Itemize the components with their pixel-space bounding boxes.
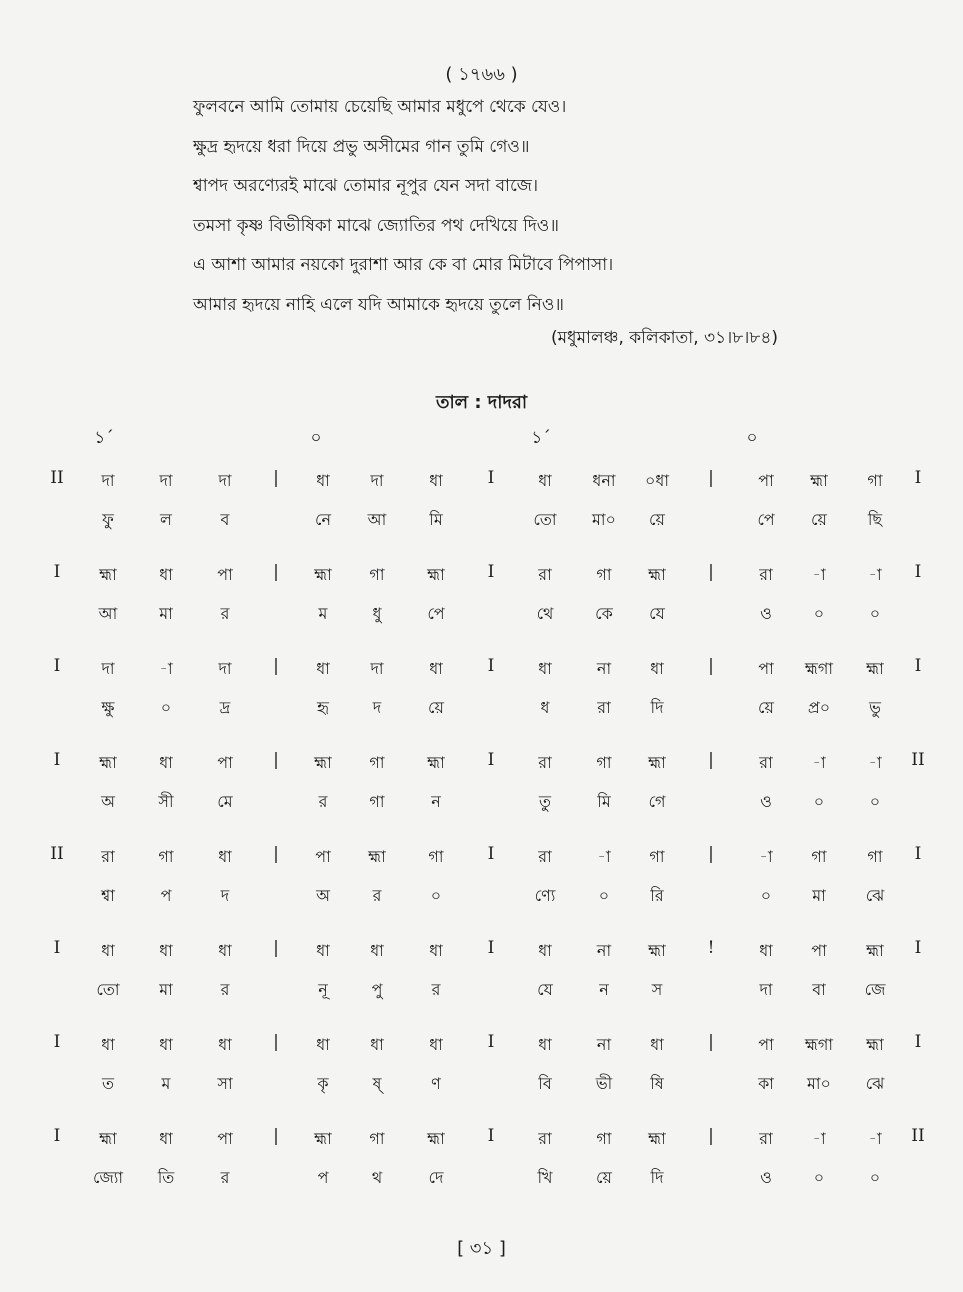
syllable-cell: য়ে (596, 1168, 612, 1187)
song-number: ( ১৭৬৬ ) (445, 64, 518, 85)
bar-line: | (273, 750, 279, 770)
bar-line: I (487, 938, 495, 958)
note-cell: হ্মা (866, 659, 884, 678)
note-cell: ধা (159, 1129, 173, 1148)
syllable-cell: প (317, 1168, 329, 1187)
note-cell: রা (759, 565, 773, 584)
syllable-cell: দ (372, 698, 382, 717)
note-cell: ধা (650, 659, 664, 678)
syllable-cell: মা (812, 886, 826, 905)
syllable-cell: বা (812, 980, 826, 999)
syllable-cell: ০ (869, 1168, 881, 1187)
note-cell: পা (217, 565, 233, 584)
note-cell: গা (369, 753, 385, 772)
syllable-cell: ঝে (865, 886, 885, 905)
bar-line: | (708, 1032, 714, 1052)
note-cell: ধা (650, 1035, 664, 1054)
syllable-cell: ধ (540, 698, 550, 717)
lyric-line: তমসা কৃষ্ণ বিভীষিকা মাঝে জ্যোতির পথ দেখিয়ে দিও॥ (193, 215, 559, 236)
syllable-cell: ০ (160, 698, 172, 717)
syllable-cell: ০ (598, 886, 610, 905)
note-cell: গা (369, 1129, 385, 1148)
syllable-cell: অ (101, 792, 115, 811)
note-line (0, 656, 963, 686)
note-cell: হ্মা (427, 565, 445, 584)
syllable-cell: সী (158, 792, 174, 811)
syllable-cell: ব (220, 510, 230, 529)
lyric-line: এ আশা আমার নয়কো দুরাশা আর কে বা মোর মিটাবে পিপাসা। (193, 255, 614, 275)
syllable-cell: ও (760, 1168, 772, 1187)
note-cell: -া (812, 753, 826, 772)
note-cell: রা (538, 1129, 552, 1148)
syllable-cell: তো (96, 980, 120, 999)
syllable-cell: র (220, 604, 230, 623)
syllable-cell: ধু (372, 604, 382, 623)
syllable-cell: ন (431, 792, 441, 811)
lyric-line: আমার হৃদয়ে নাহি এলে যদি আমাকে হৃদয়ে তুলে নিও॥ (193, 294, 564, 315)
syllable-cell: জে (864, 980, 886, 999)
note-cell: ধা (429, 1035, 443, 1054)
note-cell: হ্মা (648, 1129, 666, 1148)
syllable-cell: মা (159, 604, 173, 623)
note-cell: গা (158, 847, 174, 866)
note-cell: না (596, 941, 612, 960)
row-start-bar: I (53, 938, 61, 958)
syllable-cell: ত (101, 1074, 115, 1093)
note-cell: -া (868, 753, 882, 772)
note-cell: রা (759, 753, 773, 772)
syllable-cell: নে (314, 510, 332, 529)
syllable-cell: দ (220, 886, 230, 905)
note-cell: হ্মা (314, 753, 332, 772)
note-cell: ধা (316, 941, 330, 960)
note-cell: রা (538, 753, 552, 772)
syllable-cell: নূ (318, 980, 328, 999)
row-end-bar: II (911, 1126, 925, 1146)
syllable-cell: রি (650, 886, 664, 905)
syllable-cell: রা (597, 698, 611, 717)
note-cell: হ্মা (99, 1129, 117, 1148)
syllable-cell: র (372, 886, 382, 905)
notation-row (0, 932, 963, 1026)
note-cell: দা (101, 471, 115, 490)
notation-row (0, 556, 963, 650)
syllable-cell: ন (599, 980, 609, 999)
syllable-cell: ম (318, 604, 328, 623)
row-start-bar: I (53, 562, 61, 582)
page-number: [ ৩১ ] (457, 1238, 506, 1259)
beat-marks (0, 425, 963, 455)
note-cell: না (596, 1035, 612, 1054)
lyric-syllable-line (0, 1071, 963, 1101)
note-cell: পা (315, 847, 331, 866)
bar-line: I (487, 1126, 495, 1146)
note-cell: পা (758, 471, 774, 490)
notation-row (0, 838, 963, 932)
note-cell: ধা (159, 1035, 173, 1054)
syllable-cell: ক্ষু (101, 698, 115, 717)
note-cell: -া (812, 1129, 826, 1148)
syllable-cell: যে (649, 604, 665, 623)
syllable-cell: খি (537, 1168, 553, 1187)
syllable-cell: মে (217, 792, 233, 811)
note-cell: হ্মগা (804, 1035, 834, 1054)
note-cell: ধা (159, 565, 173, 584)
lyric-syllable-line (0, 883, 963, 913)
note-cell: ধা (218, 1035, 232, 1054)
note-cell: দা (159, 471, 173, 490)
note-cell: ধা (101, 1035, 115, 1054)
note-cell: পা (758, 659, 774, 678)
note-cell: -া (759, 847, 773, 866)
row-end-bar: I (914, 1032, 922, 1052)
syllable-cell: শ্বা (101, 886, 115, 905)
syllable-cell: দ্র (219, 698, 231, 717)
row-end-bar: I (914, 656, 922, 676)
beat-mark: ০ (746, 428, 758, 448)
bar-line: I (487, 656, 495, 676)
row-start-bar: II (50, 468, 64, 488)
note-cell: গা (596, 753, 612, 772)
bar-line: | (708, 562, 714, 582)
row-start-bar: I (53, 1032, 61, 1052)
syllable-cell: দে (428, 1168, 444, 1187)
syllable-cell: পে (757, 510, 775, 529)
syllable-cell: ০ (760, 886, 772, 905)
syllable-cell: ল (160, 510, 172, 529)
note-cell: গা (596, 565, 612, 584)
syllable-cell: সা (217, 1074, 233, 1093)
bar-line: | (273, 1032, 279, 1052)
syllable-cell: যে (537, 980, 553, 999)
note-cell: পা (758, 1035, 774, 1054)
note-cell: ধা (316, 1035, 330, 1054)
note-cell: হ্মগা (804, 659, 834, 678)
notation-row (0, 462, 963, 556)
note-cell: রা (538, 847, 552, 866)
syllable-cell: প্র০ (807, 698, 831, 717)
notation-row (0, 1026, 963, 1120)
note-cell: ধনা (592, 471, 616, 490)
note-cell: ধা (538, 1035, 552, 1054)
tala-heading: তাল : দাদরা (435, 392, 528, 413)
syllable-cell: ০ (869, 604, 881, 623)
note-cell: হ্মা (866, 941, 884, 960)
bar-line: I (487, 1032, 495, 1052)
syllable-cell: ফু (102, 510, 114, 529)
lyric-syllable-line (0, 1165, 963, 1195)
syllable-cell: ভী (595, 1074, 613, 1093)
syllable-cell: গা (369, 792, 385, 811)
note-cell: রা (538, 565, 552, 584)
note-cell: ধা (538, 941, 552, 960)
syllable-cell: আ (367, 510, 387, 529)
syllable-cell: দি (650, 1168, 664, 1187)
lyric-line: ক্ষুদ্র হৃদয়ে ধরা দিয়ে প্রভু অসীমের গান তুমি গেও॥ (193, 136, 530, 157)
bar-line: | (708, 750, 714, 770)
note-line (0, 1032, 963, 1062)
bar-line: | (708, 656, 714, 676)
syllable-cell: বি (538, 1074, 552, 1093)
note-cell: হ্মা (427, 1129, 445, 1148)
syllable-cell: আ (98, 604, 118, 623)
bar-line: | (708, 1126, 714, 1146)
syllable-cell: ০ (430, 886, 442, 905)
syllable-cell: কে (595, 604, 613, 623)
syllable-cell: ও (760, 604, 772, 623)
row-end-bar: I (914, 562, 922, 582)
syllable-cell: য়ে (649, 510, 665, 529)
note-cell: ধা (538, 471, 552, 490)
note-cell: ০ধা (644, 471, 670, 490)
bar-line: | (273, 1126, 279, 1146)
bar-line: I (487, 562, 495, 582)
syllable-cell: মি (429, 510, 443, 529)
syllable-cell: ম (161, 1074, 171, 1093)
bar-line: | (273, 938, 279, 958)
note-cell: হ্মা (810, 471, 828, 490)
note-line (0, 1126, 963, 1156)
note-line (0, 844, 963, 874)
row-start-bar: II (50, 844, 64, 864)
syllable-cell: ষ্ (372, 1074, 382, 1093)
lyric-line: শ্বাপদ অরণ্যেরই মাঝে তোমার নূপুর যেন সদা বাজে। (193, 176, 539, 196)
note-cell: ধা (429, 471, 443, 490)
syllable-cell: মা০ (807, 1074, 831, 1093)
syllable-cell: জ্যো (92, 1168, 124, 1187)
row-start-bar: I (53, 750, 61, 770)
syllable-cell: গে (648, 792, 666, 811)
syllable-cell: দি (650, 698, 664, 717)
lyric-line: ফুলবনে আমি তোমায় চেয়েছি আমার মধুপে থেকে যেও। (193, 97, 567, 117)
note-cell: ধা (429, 941, 443, 960)
syllable-cell: ০ (869, 792, 881, 811)
note-cell: হ্মা (866, 1035, 884, 1054)
bar-line: I (487, 468, 495, 488)
syllable-cell: য়ে (811, 510, 827, 529)
row-end-bar: I (914, 468, 922, 488)
notation-row (0, 744, 963, 838)
note-cell: -া (868, 565, 882, 584)
bar-line: | (708, 844, 714, 864)
syllable-cell: অ (316, 886, 330, 905)
syllable-cell: তি (157, 1168, 175, 1187)
syllable-cell: মি (597, 792, 611, 811)
note-cell: গা (428, 847, 444, 866)
syllable-cell: ষি (650, 1074, 664, 1093)
note-cell: হ্মা (314, 565, 332, 584)
note-cell: দা (218, 659, 232, 678)
note-cell: পা (811, 941, 827, 960)
note-cell: গা (867, 471, 883, 490)
note-cell: -া (159, 659, 173, 678)
lyric-syllable-line (0, 601, 963, 631)
note-cell: -া (812, 565, 826, 584)
lyric-syllable-line (0, 977, 963, 1007)
row-end-bar: I (914, 938, 922, 958)
note-line (0, 562, 963, 592)
row-end-bar: II (911, 750, 925, 770)
note-cell: ধা (759, 941, 773, 960)
note-cell: হ্মা (368, 847, 386, 866)
note-cell: হ্মা (99, 565, 117, 584)
note-cell: -া (597, 847, 611, 866)
syllable-cell: দা (759, 980, 773, 999)
syllable-cell: ছি (867, 510, 883, 529)
syllable-cell: য়ে (428, 698, 444, 717)
syllable-cell: ণ (431, 1074, 441, 1093)
bar-line: | (273, 468, 279, 488)
note-cell: পা (217, 1129, 233, 1148)
note-cell: গা (867, 847, 883, 866)
note-cell: ধা (429, 659, 443, 678)
notation-row (0, 650, 963, 744)
syllable-cell: পে (427, 604, 445, 623)
note-cell: ধা (218, 847, 232, 866)
syllable-cell: ০ (813, 604, 825, 623)
bar-line: I (487, 844, 495, 864)
note-cell: ধা (538, 659, 552, 678)
syllable-cell: তো (533, 510, 557, 529)
bar-line: | (273, 844, 279, 864)
syllable-cell: র (220, 980, 230, 999)
lyric-syllable-line (0, 507, 963, 537)
syllable-cell: প (160, 886, 172, 905)
beat-mark: ১´ (531, 428, 551, 448)
row-start-bar: I (53, 1126, 61, 1146)
note-cell: -া (868, 1129, 882, 1148)
syllable-cell: তু (538, 792, 552, 811)
bar-line: | (708, 468, 714, 488)
note-cell: হ্মা (648, 565, 666, 584)
syllable-cell: কৃ (317, 1074, 329, 1093)
bar-line: ! (707, 938, 715, 958)
note-cell: ধা (316, 471, 330, 490)
syllable-cell: ভু (869, 698, 881, 717)
note-cell: গা (811, 847, 827, 866)
syllable-cell: স (651, 980, 663, 999)
bar-line: | (273, 656, 279, 676)
note-cell: হ্মা (427, 753, 445, 772)
note-cell: না (596, 659, 612, 678)
syllable-cell: ণ্যে (534, 886, 556, 905)
note-cell: গা (596, 1129, 612, 1148)
note-cell: দা (370, 659, 384, 678)
syllable-cell: মা (159, 980, 173, 999)
syllable-cell: র (220, 1168, 230, 1187)
lyric-syllable-line (0, 695, 963, 725)
note-cell: হ্মা (648, 753, 666, 772)
syllable-cell: থ (371, 1168, 383, 1187)
syllable-cell: হৃ (317, 698, 329, 717)
lyrics-block (193, 92, 793, 329)
syllable-cell: ও (760, 792, 772, 811)
beat-mark: ০ (310, 428, 322, 448)
note-cell: হ্মা (99, 753, 117, 772)
syllable-cell: ০ (813, 792, 825, 811)
note-cell: ধা (316, 659, 330, 678)
note-cell: দা (101, 659, 115, 678)
note-cell: ধা (370, 1035, 384, 1054)
bar-line: | (273, 562, 279, 582)
note-cell: হ্মা (314, 1129, 332, 1148)
syllable-cell: ঝে (865, 1074, 885, 1093)
syllable-cell: পু (371, 980, 383, 999)
note-cell: পা (217, 753, 233, 772)
syllable-cell: র (318, 792, 328, 811)
note-line (0, 750, 963, 780)
lyric-syllable-line (0, 789, 963, 819)
note-cell: দা (370, 471, 384, 490)
note-line (0, 938, 963, 968)
note-cell: গা (649, 847, 665, 866)
note-cell: ধা (218, 941, 232, 960)
note-cell: গা (369, 565, 385, 584)
syllable-cell: য়ে (758, 698, 774, 717)
row-start-bar: I (53, 656, 61, 676)
notation-table (0, 462, 963, 1214)
note-cell: ধা (159, 753, 173, 772)
note-cell: ধা (159, 941, 173, 960)
source-citation: (মধুমালঞ্চ, কলিকাতা, ৩১।৮।৮৪) (550, 328, 778, 348)
notation-row (0, 1120, 963, 1214)
note-cell: হ্মা (648, 941, 666, 960)
note-cell: রা (101, 847, 115, 866)
syllable-cell: ০ (813, 1168, 825, 1187)
note-cell: দা (218, 471, 232, 490)
beat-mark: ১´ (94, 428, 114, 448)
note-cell: রা (759, 1129, 773, 1148)
syllable-cell: র (431, 980, 441, 999)
syllable-cell: মা০ (592, 510, 616, 529)
note-cell: ধা (101, 941, 115, 960)
syllable-cell: কা (758, 1074, 774, 1093)
bar-line: I (487, 750, 495, 770)
note-cell: ধা (370, 941, 384, 960)
syllable-cell: থে (536, 604, 554, 623)
row-end-bar: I (914, 844, 922, 864)
note-line (0, 468, 963, 498)
